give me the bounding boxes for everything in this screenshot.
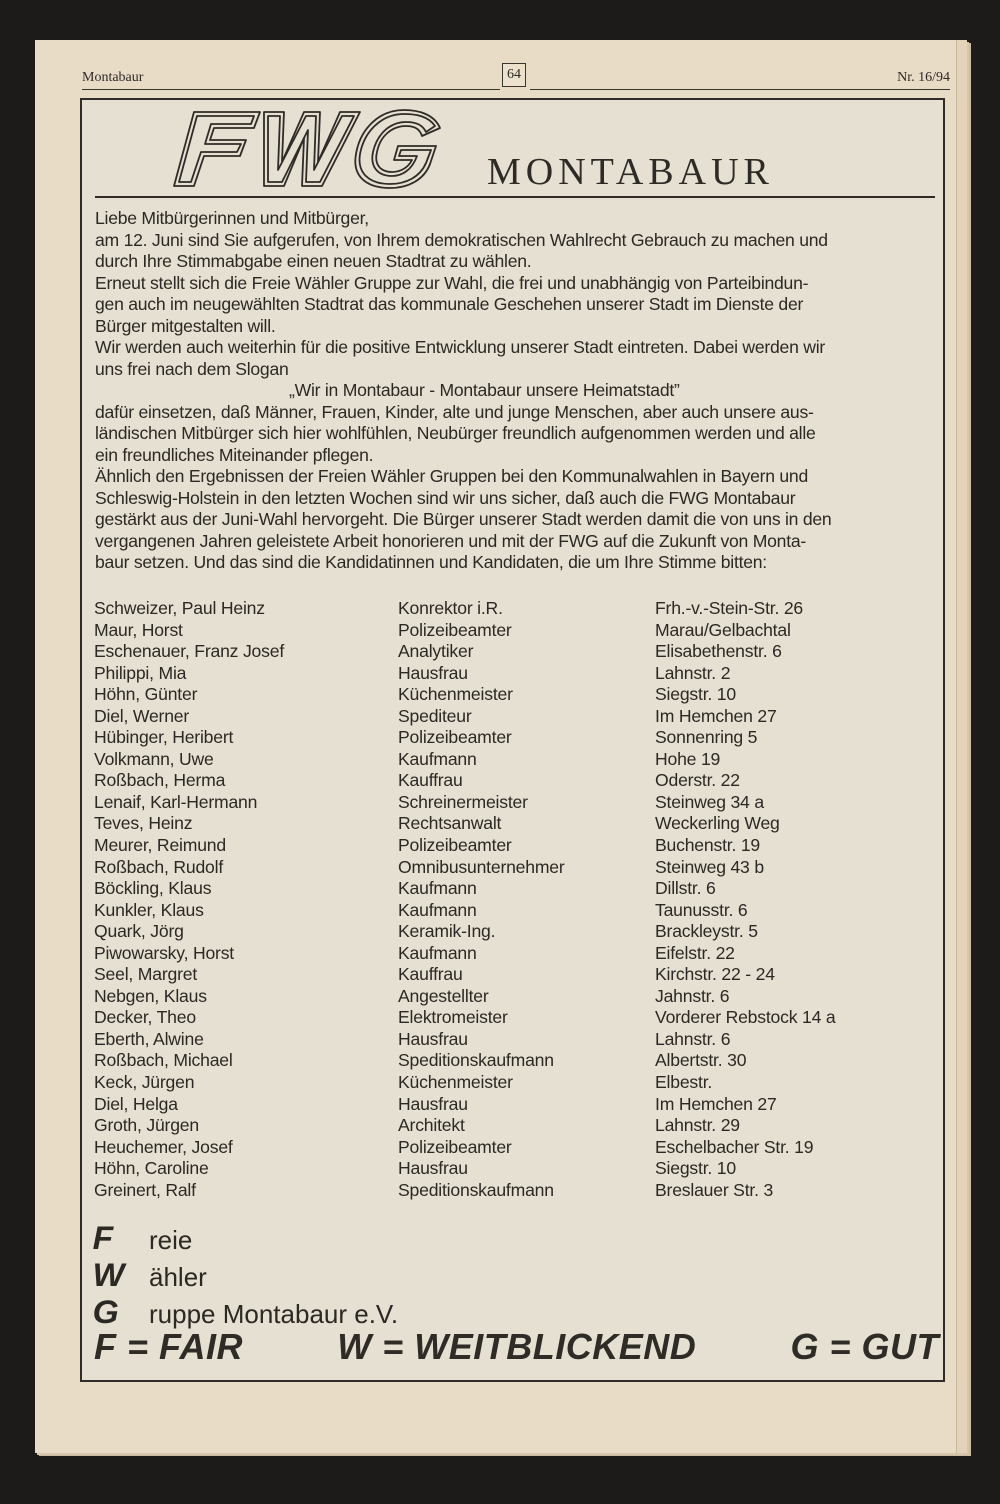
candidate-occupation: Spediteur xyxy=(398,705,472,726)
candidate-row xyxy=(94,663,934,685)
candidate-address: Im Hemchen 27 xyxy=(655,705,777,726)
candidate-row xyxy=(94,964,934,986)
candidate-occupation: Speditionskaufmann xyxy=(398,1179,554,1200)
candidate-address: Frh.-v.-Stein-Str. 26 xyxy=(655,598,803,618)
candidate-address: Siegstr. 10 xyxy=(655,684,736,705)
candidate-name: Höhn, Günter xyxy=(94,684,198,705)
candidate-occupation: Kauffrau xyxy=(398,964,463,985)
candidate-address: Marau/Gelbachtal xyxy=(655,619,791,640)
candidate-row xyxy=(94,1180,934,1202)
candidate-name: Höhn, Caroline xyxy=(94,1158,209,1179)
slogan: „Wir in Montabaur - Montabaur unsere Heimatstadt” xyxy=(289,380,680,400)
acronym-row xyxy=(94,1220,398,1257)
intro-line: Schleswig-Holstein in den letzten Wochen sind wir uns sicher, daß auch die FWG Montabaur xyxy=(95,487,796,508)
candidate-row xyxy=(94,1029,934,1051)
candidate-name: Roßbach, Herma xyxy=(94,770,226,791)
candidate-address: Sonnenring 5 xyxy=(655,727,758,748)
candidate-occupation: Hausfrau xyxy=(398,1028,468,1049)
intro-line: am 12. Juni sind Sie aufgerufen, von Ihrem demokratischen Wahlrecht Gebrauch zu machen und xyxy=(95,229,828,250)
intro-line: Ähnlich den Ergebnissen der Freien Wähler Gruppen bei den Kommunalwahlen in Bayern und xyxy=(95,466,808,486)
candidate-occupation: Kaufmann xyxy=(398,878,477,899)
candidate-row xyxy=(94,943,934,965)
candidate-address: Kirchstr. 22 - 24 xyxy=(655,964,775,985)
candidate-occupation: Hausfrau xyxy=(398,1093,468,1114)
candidate-address: Brackleystr. 5 xyxy=(655,921,758,942)
candidate-address: Elbestr. xyxy=(655,1072,713,1093)
candidate-row xyxy=(94,792,934,814)
candidate-occupation: Speditionskaufmann xyxy=(398,1050,554,1071)
candidate-occupation: Kauffrau xyxy=(398,770,463,791)
candidate-address: Siegstr. 10 xyxy=(655,1158,736,1179)
candidate-occupation: Hausfrau xyxy=(398,1158,468,1179)
candidate-list xyxy=(94,598,934,1201)
candidate-occupation: Elektromeister xyxy=(398,1007,508,1028)
candidate-row xyxy=(94,857,934,879)
candidate-row xyxy=(94,684,934,706)
candidate-occupation: Kaufmann xyxy=(398,748,477,769)
candidate-name: Roßbach, Michael xyxy=(94,1050,233,1071)
candidate-name: Maur, Horst xyxy=(94,619,183,640)
acronym-block xyxy=(94,1220,398,1331)
paper-edge xyxy=(956,40,967,1453)
candidate-row xyxy=(94,598,934,620)
candidate-name: Lenaif, Karl-Hermann xyxy=(94,791,258,812)
candidate-row xyxy=(94,900,934,922)
candidate-name: Teves, Heinz xyxy=(94,813,193,834)
candidate-occupation: Architekt xyxy=(398,1115,465,1136)
title-rule xyxy=(95,196,935,198)
candidate-row xyxy=(94,1137,934,1159)
candidate-name: Eschenauer, Franz Josef xyxy=(94,641,285,662)
candidate-occupation: Analytiker xyxy=(398,641,474,662)
candidate-occupation: Kaufmann xyxy=(398,942,477,963)
header-rule-right xyxy=(530,89,950,90)
candidate-name: Decker, Theo xyxy=(94,1007,196,1028)
intro-line: durch Ihre Stimmabgabe einen neuen Stadtrat zu wählen. xyxy=(95,251,532,271)
candidate-row xyxy=(94,620,934,642)
candidate-name: Seel, Margret xyxy=(94,964,198,985)
candidate-row xyxy=(94,813,934,835)
intro-line: uns frei nach dem Slogan xyxy=(95,358,289,379)
candidate-address: Taunusstr. 6 xyxy=(655,899,748,920)
candidate-name: Diel, Werner xyxy=(94,705,190,726)
candidate-address: Albertstr. 30 xyxy=(655,1050,747,1071)
candidate-occupation: Küchenmeister xyxy=(398,1072,513,1093)
candidate-address: Jahnstr. 6 xyxy=(655,985,730,1006)
candidate-address: Dillstr. 6 xyxy=(655,878,716,899)
candidate-address: Hohe 19 xyxy=(655,748,721,769)
candidate-occupation: Küchenmeister xyxy=(398,684,513,705)
candidate-address: Oderstr. 22 xyxy=(655,770,740,791)
candidate-address: Vorderer Rebstock 14 a xyxy=(655,1007,836,1028)
candidate-occupation: Omnibusunternehmer xyxy=(398,856,565,877)
intro-line: Liebe Mitbürgerinnen und Mitbürger, xyxy=(95,208,369,228)
candidate-row xyxy=(94,1072,934,1094)
intro-line: Wir werden auch weiterhin für die positive Entwicklung unserer Stadt eintreten. Dabei werden wir xyxy=(95,337,825,357)
running-head-town: Montabaur xyxy=(82,70,144,85)
acronym-word: ähler xyxy=(149,1262,207,1292)
motto-gut: G = GUT xyxy=(790,1326,939,1367)
candidate-address: Breslauer Str. 3 xyxy=(655,1179,774,1200)
candidate-row xyxy=(94,835,934,857)
candidate-row xyxy=(94,1007,934,1029)
candidate-occupation: Kaufmann xyxy=(398,899,477,920)
candidate-row xyxy=(94,921,934,943)
candidate-name: Keck, Jürgen xyxy=(94,1072,195,1093)
candidate-name: Philippi, Mia xyxy=(94,662,187,683)
candidate-address: Steinweg 34 a xyxy=(655,791,764,812)
city-title: MONTABAUR xyxy=(487,151,774,193)
candidate-occupation: Polizeibeamter xyxy=(398,619,512,640)
acronym-row xyxy=(94,1257,398,1294)
intro-line: ein freundliches Miteinander pflegen. xyxy=(95,444,374,465)
motto-fair: F = FAIR xyxy=(94,1326,244,1367)
candidate-row xyxy=(94,1094,934,1116)
acronym-word: reie xyxy=(149,1225,193,1255)
intro-line: gen auch im neugewählten Stadtrat das kommunale Geschehen unserer Stadt im Dienste der xyxy=(95,294,804,314)
header-rule-left xyxy=(82,89,500,90)
issue-number: Nr. 16/94 xyxy=(897,70,950,85)
candidate-name: Piwowarsky, Horst xyxy=(94,942,234,963)
candidate-row xyxy=(94,986,934,1008)
candidate-name: Heuchemer, Josef xyxy=(94,1136,233,1157)
newspaper-page xyxy=(35,40,967,1453)
candidate-address: Buchenstr. 19 xyxy=(655,835,760,856)
acronym-letter: W xyxy=(92,1257,125,1293)
candidate-name: Schweizer, Paul Heinz xyxy=(94,598,265,618)
candidate-occupation: Polizeibeamter xyxy=(398,727,512,748)
candidate-row xyxy=(94,1158,934,1180)
candidate-name: Quark, Jörg xyxy=(94,921,184,942)
acronym-letter: F xyxy=(92,1220,114,1256)
intro-line: dafür einsetzen, daß Männer, Frauen, Kinder, alte und junge Menschen, aber auch unsere aus- xyxy=(95,401,814,422)
candidate-name: Kunkler, Klaus xyxy=(94,899,204,920)
intro-line: baur setzen. Und das sind die Kandidatinnen und Kandidaten, die um Ihre Stimme bitten: xyxy=(95,552,767,572)
candidate-row xyxy=(94,749,934,771)
candidate-name: Hübinger, Heribert xyxy=(94,727,234,748)
candidate-occupation: Rechtsanwalt xyxy=(398,813,502,834)
candidate-occupation: Konrektor i.R. xyxy=(398,598,503,618)
intro-line: Bürger mitgestalten will. xyxy=(95,315,276,336)
candidate-row xyxy=(94,878,934,900)
motto-weitblickend: W = WEITBLICKEND xyxy=(337,1326,697,1367)
candidate-row xyxy=(94,706,934,728)
intro-line: ländischen Mitbürger sich hier wohlfühlen, Neubürger freundlich aufgenommen werden und alle xyxy=(95,423,816,443)
running-head xyxy=(82,68,950,92)
candidate-row xyxy=(94,1115,934,1137)
candidate-address: Lahnstr. 6 xyxy=(655,1028,731,1049)
election-advertisement xyxy=(80,98,945,1382)
candidate-name: Volkmann, Uwe xyxy=(94,748,214,769)
candidate-name: Meurer, Reimund xyxy=(94,835,226,856)
candidate-occupation: Angestellter xyxy=(398,985,489,1006)
candidate-occupation: Polizeibeamter xyxy=(398,835,512,856)
candidate-address: Weckerling Weg xyxy=(655,813,780,834)
candidate-occupation: Schreinermeister xyxy=(398,791,528,812)
candidate-occupation: Polizeibeamter xyxy=(398,1136,512,1157)
candidate-name: Eberth, Alwine xyxy=(94,1028,204,1049)
candidate-address: Steinweg 43 b xyxy=(655,856,764,877)
candidate-row xyxy=(94,727,934,749)
masthead xyxy=(82,100,943,200)
candidate-address: Eifelstr. 22 xyxy=(655,942,735,963)
candidate-address: Eschelbacher Str. 19 xyxy=(655,1136,814,1157)
intro-line: Erneut stellt sich die Freie Wähler Gruppe zur Wahl, die frei und unabhängig von Parteibindun- xyxy=(95,272,809,293)
candidate-name: Greinert, Ralf xyxy=(94,1179,196,1200)
candidate-row xyxy=(94,770,934,792)
acronym-word: ruppe Montabaur e.V. xyxy=(149,1299,399,1329)
candidate-address: Im Hemchen 27 xyxy=(655,1093,777,1114)
intro-line: gestärkt aus der Juni-Wahl hervorgeht. Die Bürger unserer Stadt werden damit die von uns in den xyxy=(95,509,832,529)
motto xyxy=(94,1326,939,1368)
candidate-name: Roßbach, Rudolf xyxy=(94,856,224,877)
candidate-address: Lahnstr. 29 xyxy=(655,1115,740,1136)
candidate-address: Lahnstr. 2 xyxy=(655,662,731,683)
candidate-name: Böckling, Klaus xyxy=(94,878,212,899)
acronym-letter: G xyxy=(92,1294,119,1330)
intro-line: vergangenen Jahren geleistete Arbeit honorieren und mit der FWG auf die Zukunft von Monta- xyxy=(95,530,806,551)
candidate-row xyxy=(94,641,934,663)
page-number: 64 xyxy=(502,63,526,87)
candidate-occupation: Keramik-Ing. xyxy=(398,921,496,942)
candidate-address: Elisabethenstr. 6 xyxy=(655,641,782,662)
candidate-name: Nebgen, Klaus xyxy=(94,985,207,1006)
candidate-occupation: Hausfrau xyxy=(398,662,468,683)
fwg-logo xyxy=(172,108,442,190)
candidate-name: Groth, Jürgen xyxy=(94,1115,199,1136)
candidate-name: Diel, Helga xyxy=(94,1093,178,1114)
candidate-row xyxy=(94,1050,934,1072)
intro-letter xyxy=(95,208,940,574)
